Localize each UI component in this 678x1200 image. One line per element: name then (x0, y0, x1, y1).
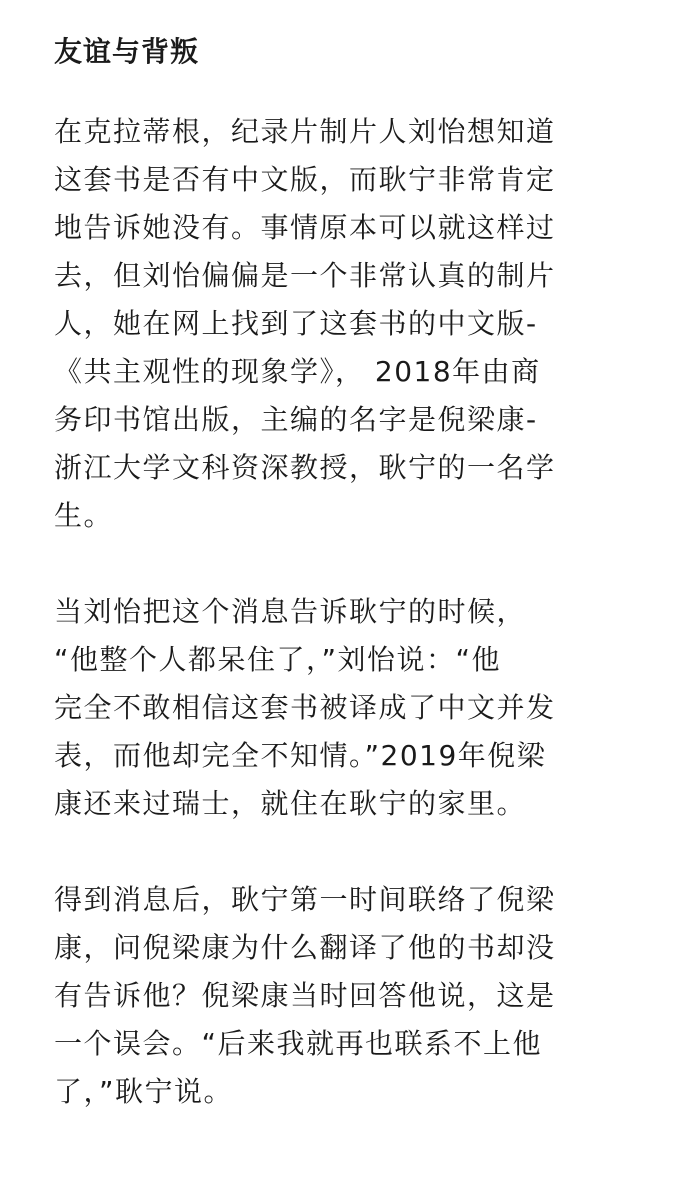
text-line: 有告诉他？倪梁康当时回答他说，这是 (54, 979, 556, 1012)
article-title: 友谊与背叛 (54, 35, 200, 68)
text-line: 人，她在网上找到了这套书的中文版- (54, 307, 538, 340)
text-line: 表，而他却完全不知情。”2019年倪梁 (54, 739, 547, 772)
text-line: 去，但刘怡偏偏是一个非常认真的制片 (54, 259, 556, 292)
text-line: 一个误会。“后来我就再也联系不上他 (54, 1027, 543, 1060)
text-line: 康，问倪梁康为什么翻译了他的书却没 (54, 931, 556, 964)
text-line: 当刘怡把这个消息告诉耿宁的时候， (54, 595, 527, 628)
text-line: 了，”耿宁说。 (54, 1075, 234, 1108)
text-line: 生。 (54, 499, 114, 532)
paragraph-1 (54, 108, 634, 540)
text-line: 康还来过瑞士，就住在耿宁的家里。 (54, 787, 527, 820)
text-line: 完全不敢相信这套书被译成了中文并发 (54, 691, 556, 724)
text-line: 这套书是否有中文版，而耿宁非常肯定 (54, 163, 556, 196)
text-line: 浙江大学文科资深教授，耿宁的一名学 (54, 451, 556, 484)
text-line: 地告诉她没有。事情原本可以就这样过 (54, 211, 556, 244)
paragraph-2 (54, 588, 634, 828)
paragraph-3 (54, 876, 634, 1116)
text-line: “他整个人都呆住了，”刘怡说：“他 (54, 643, 502, 676)
text-line: 在克拉蒂根，纪录片制片人刘怡想知道 (54, 115, 556, 148)
text-line: 务印书馆出版，主编的名字是倪梁康- (54, 403, 538, 436)
text-line: 《共主观性的现象学》， 2018年由商 (54, 355, 541, 388)
text-line: 得到消息后，耿宁第一时间联络了倪梁 (54, 883, 556, 916)
article (54, 30, 634, 1116)
